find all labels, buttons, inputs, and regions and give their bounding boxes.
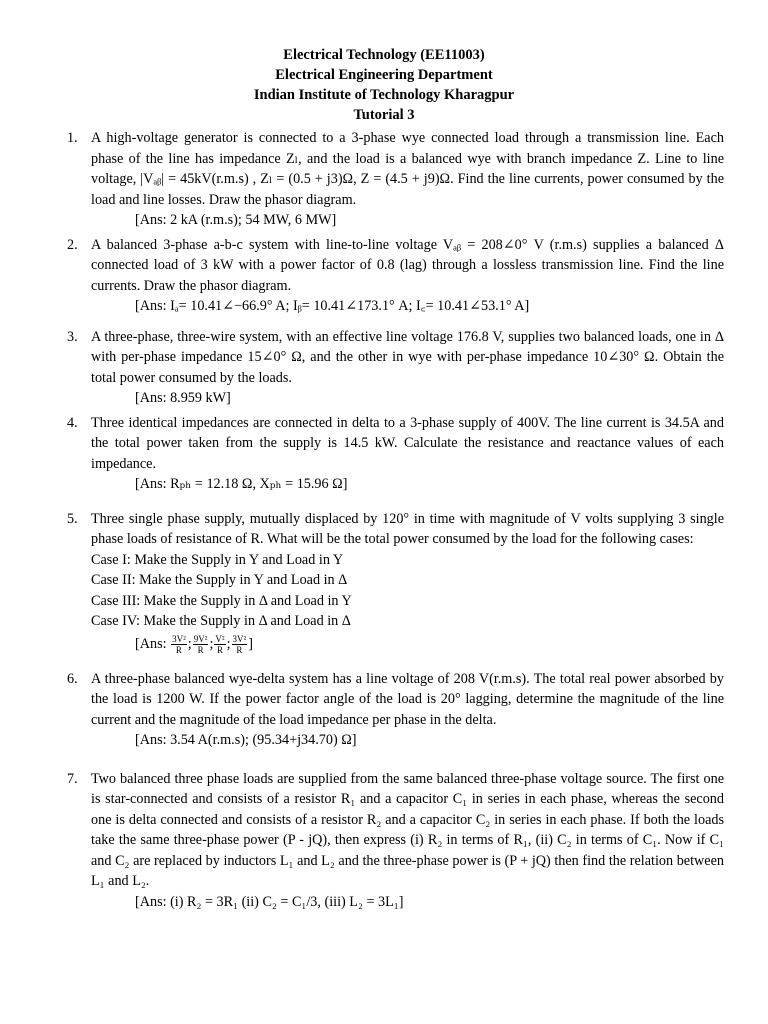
answer-fraction: [214, 634, 225, 655]
question-number: 5.: [67, 510, 78, 527]
question-text: Three identical impedances are connected in delta to a 3-phase supply of 400V. The line current is 34.5A and the total power taken from the supply is 14.5 kW. Calculate the resistance and reactance values of each impedance.: [91, 414, 724, 472]
question-number: 1.: [67, 130, 78, 146]
question-text: A three-phase balanced wye-delta system has a line voltage of 208 V(r.m.s). The total real power absorbed by the load is 1200 W. If the power factor angle of the load is 20° lagging, determine the magnitude of the line current and the magnitude of the load impedance per phase in the delta.: [91, 670, 724, 728]
answer-separator: ;: [226, 635, 231, 652]
document-header: [0, 45, 768, 125]
fraction-numerator: V²: [215, 633, 225, 644]
department-name: Electrical Engineering Department: [275, 67, 493, 83]
question-answer: [Ans: 3.54 A(r.m.s); (95.34+j34.70) Ω]: [135, 732, 357, 749]
answer-separator: ;: [187, 635, 192, 652]
answer-separator: ;: [209, 635, 214, 652]
question-answer: [Ans: Iₐ= 10.41∠−66.9° A; Iᵦ= 10.41∠173.1° A; I꜀= 10.41∠53.1° A]: [135, 298, 530, 314]
question-text: A high-voltage generator is connected to a 3-phase wye connected load through a transmission line. Each phase of the line has impedance Zₗ, and the load is a balanced wye with branch impedance Z. Line to line voltage, |Vₐᵦ| = 45kV(r.m.s) , Zₗ = (0.5 + j3)Ω, Z = (4.5 + j9)Ω. Find the line currents, power consumed by the load and line losses. Draw the phasor diagram.: [91, 130, 724, 208]
question-5: [0, 509, 768, 655]
question-text: Three single phase supply, mutually displaced by 120° in time with magnitude of V volts supplying 3 single phase loads of resistance of R. What will be the total power consumed by the load for the following cases:: [91, 510, 724, 547]
question-answer: [91, 634, 724, 655]
question-text: A balanced 3-phase a-b-c system with line-to-line voltage Vₐᵦ = 208∠0° V (r.m.s) supplies a balanced Δ connected load of 3 kW with a power factor of 0.8 (lag) through a lossless transmission line. Find the line currents. Draw the phasor diagram.: [91, 236, 724, 294]
question-3: [0, 327, 768, 409]
question-answer: [Ans: Rₚₕ = 12.18 Ω, Xₚₕ = 15.96 Ω]: [135, 476, 348, 492]
answer-fraction: [171, 634, 187, 655]
fraction-denominator: R: [236, 644, 243, 655]
question-answer: [Ans: (i) R₂ = 3R₁ (ii) C₂ = C₁/3, (iii) L₂ = 3L₁]: [135, 893, 404, 910]
course-title: Electrical Technology (EE11003): [283, 47, 485, 63]
fraction-denominator: R: [216, 644, 223, 655]
question-text: Two balanced three phase loads are supplied from the same balanced three-phase voltage source. The first one is star-connected and consists of a resistor R₁ and a capacitor C₁ in series in each phase, whereas the second one is delta connected and consists of a resistor R₂ and a capacitor C₂ in series in each phase. If both the loads take the same three-phase power (P - jQ), then express (i) R₂ in terms of R₁, (ii) C₂ in terms of C₁. Now if C₁ and C₂ are replaced by inductors L₁ and L₂ and the three-phase power is (P + jQ) then find the relation between L₁ and L₂.: [91, 770, 724, 890]
case-item: Case II: Make the Supply in Y and Load in Δ: [91, 572, 348, 588]
question-2: [0, 235, 768, 317]
question-answer: [Ans: 8.959 kW]: [135, 390, 231, 406]
answer-prefix: [Ans:: [135, 635, 171, 652]
question-7: [0, 769, 768, 913]
question-4: [0, 413, 768, 495]
question-number: 4.: [67, 414, 78, 431]
answer-fraction: [193, 634, 209, 655]
question-list: [0, 128, 768, 912]
case-item: Case III: Make the Supply in Δ and Load in Y: [91, 592, 352, 609]
question-number: 2.: [67, 236, 78, 253]
question-number: 3.: [67, 328, 78, 345]
fraction-denominator: R: [175, 644, 182, 655]
question-text: A three-phase, three-wire system, with an effective line voltage 176.8 V, supplies two balanced loads, one in Δ with per-phase impedance 15∠0° Ω, and the other in wye with per-phase impedance 10∠30° Ω. Obtain the total power consumed by the loads.: [91, 328, 724, 386]
fraction-numerator: 9V²: [193, 633, 208, 644]
question-number: 7.: [67, 770, 78, 787]
fraction-numerator: 3V²: [172, 633, 186, 644]
case-item: Case I: Make the Supply in Y and Load in Y: [91, 551, 344, 568]
answer-fraction: [232, 634, 248, 655]
case-item: Case IV: Make the Supply in Δ and Load in Δ: [91, 613, 351, 629]
fraction-numerator: 3V²: [232, 633, 247, 644]
question-number: 6.: [67, 670, 78, 687]
tutorial-title: Tutorial 3: [353, 107, 415, 123]
answer-suffix: ]: [248, 635, 253, 652]
fraction-denominator: R: [197, 644, 204, 655]
question-1: [0, 128, 768, 231]
question-6: [0, 669, 768, 751]
question-answer: [Ans: 2 kA (r.m.s); 54 MW, 6 MW]: [135, 212, 337, 228]
institute-name: Indian Institute of Technology Kharagpur: [253, 87, 515, 103]
